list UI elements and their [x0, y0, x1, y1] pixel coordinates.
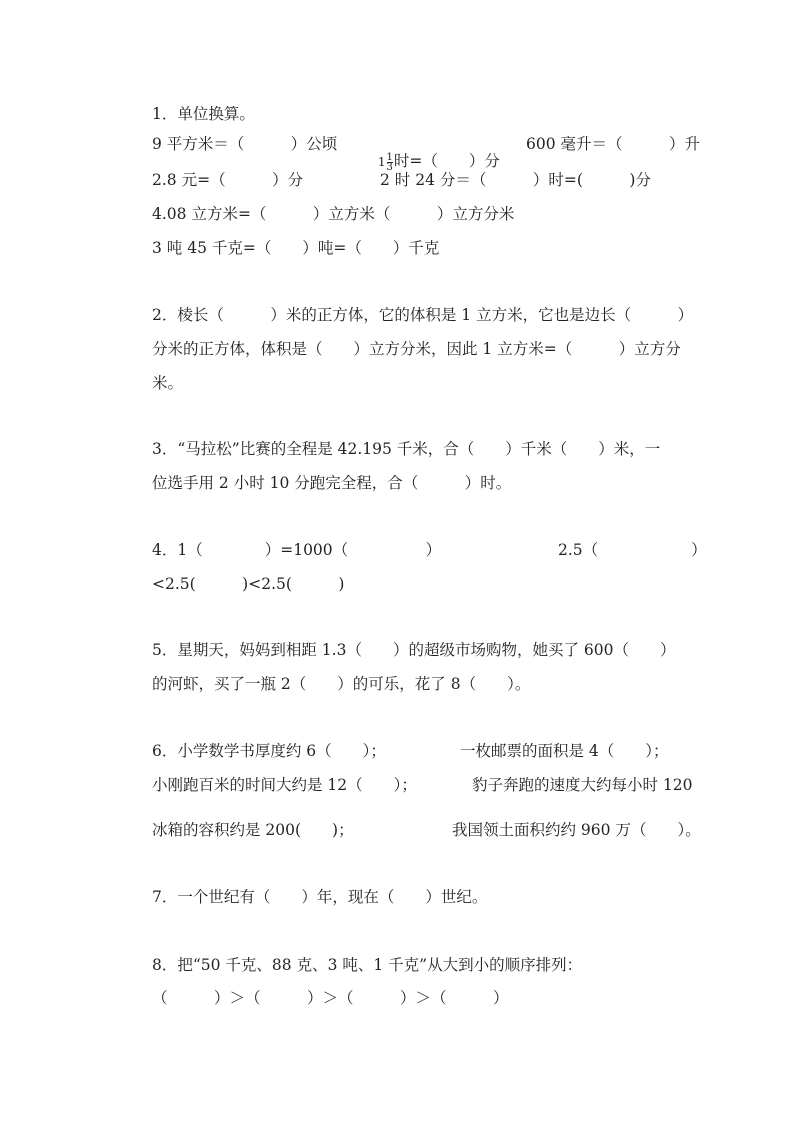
q4-line2: <2.5( )<2.5( ) — [152, 575, 345, 593]
q3-line1: 3．“马拉松”比赛的全程是 42.195 千米，合（ ）千米（ ）米，一 — [152, 440, 661, 458]
q1-row2-yuan: 2.8 元=（ ）分 — [152, 171, 304, 189]
fraction-rest: 时=（ ）分 — [393, 152, 500, 170]
q1-title: 1．单位换算。 — [152, 105, 255, 123]
q1-row3-cubic-meter: 4.08 立方米=（ ）立方米（ ）立方分米 — [152, 205, 515, 223]
q3-line2: 位选手用 2 小时 10 分跑完全程，合（ ）时。 — [152, 474, 512, 492]
q6-line3-right: 我国领土面积约约 960 万（ ）。 — [452, 821, 701, 839]
q5-line1: 5．星期天，妈妈到相距 1.3（ ）的超级市场购物，她买了 600（ ） — [152, 641, 676, 659]
q6-line2-right: 豹子奔跑的速度大约每小时 120 — [472, 776, 693, 794]
q1-row1-square-meter: 9 平方米＝（ ）公顷 — [152, 135, 338, 153]
q1-row2-hours: 2 时 24 分＝（ ）时=( )分 — [380, 171, 651, 189]
fraction-whole: 1 — [377, 155, 386, 169]
q2-line3: 米。 — [152, 374, 184, 392]
q4-line1-left: 4．1（ ）=1000（ ） — [152, 541, 442, 559]
q7-line1: 7．一个世纪有（ ）年，现在（ ）世纪。 — [152, 888, 488, 906]
fraction-numerator: 1 — [386, 151, 393, 163]
fraction — [387, 153, 393, 172]
q1-row1-milliliter: 600 毫升＝（ ）升 — [526, 135, 701, 153]
q6-line1-right: 一枚邮票的面积是 4（ ）； — [460, 742, 669, 760]
q8-line1: 8．把“50 千克、88 克、3 吨、1 千克”从大到小的顺序排列： — [152, 956, 583, 974]
q6-line1-left: 6．小学数学书厚度约 6（ ）； — [152, 742, 386, 760]
q4-line1-right: 2.5（ ） — [558, 541, 707, 559]
q2-line2: 分米的正方体，体积是（ ）立方分米，因此 1 立方米=（ ）立方分 — [152, 340, 681, 358]
q2-line1: 2．棱长（ ）米的正方体，它的体积是 1 立方米，它也是边长（ ） — [152, 306, 694, 324]
q8-line2: （ ）＞（ ）＞（ ）＞（ ） — [152, 989, 509, 1007]
q1-row4-ton: 3 吨 45 千克=（ ）吨=（ ）千克 — [152, 239, 440, 257]
fraction-denominator: 3 — [386, 161, 393, 173]
q1-row1-hour-fraction — [368, 131, 500, 172]
q6-line3-left: 冰箱的容积约是 200( )； — [152, 821, 354, 839]
q6-line2-left: 小刚跑百米的时间大约是 12（ ）； — [152, 776, 417, 794]
q5-line2: 的河虾，买了一瓶 2（ ）的可乐，花了 8（ ）。 — [152, 675, 531, 693]
